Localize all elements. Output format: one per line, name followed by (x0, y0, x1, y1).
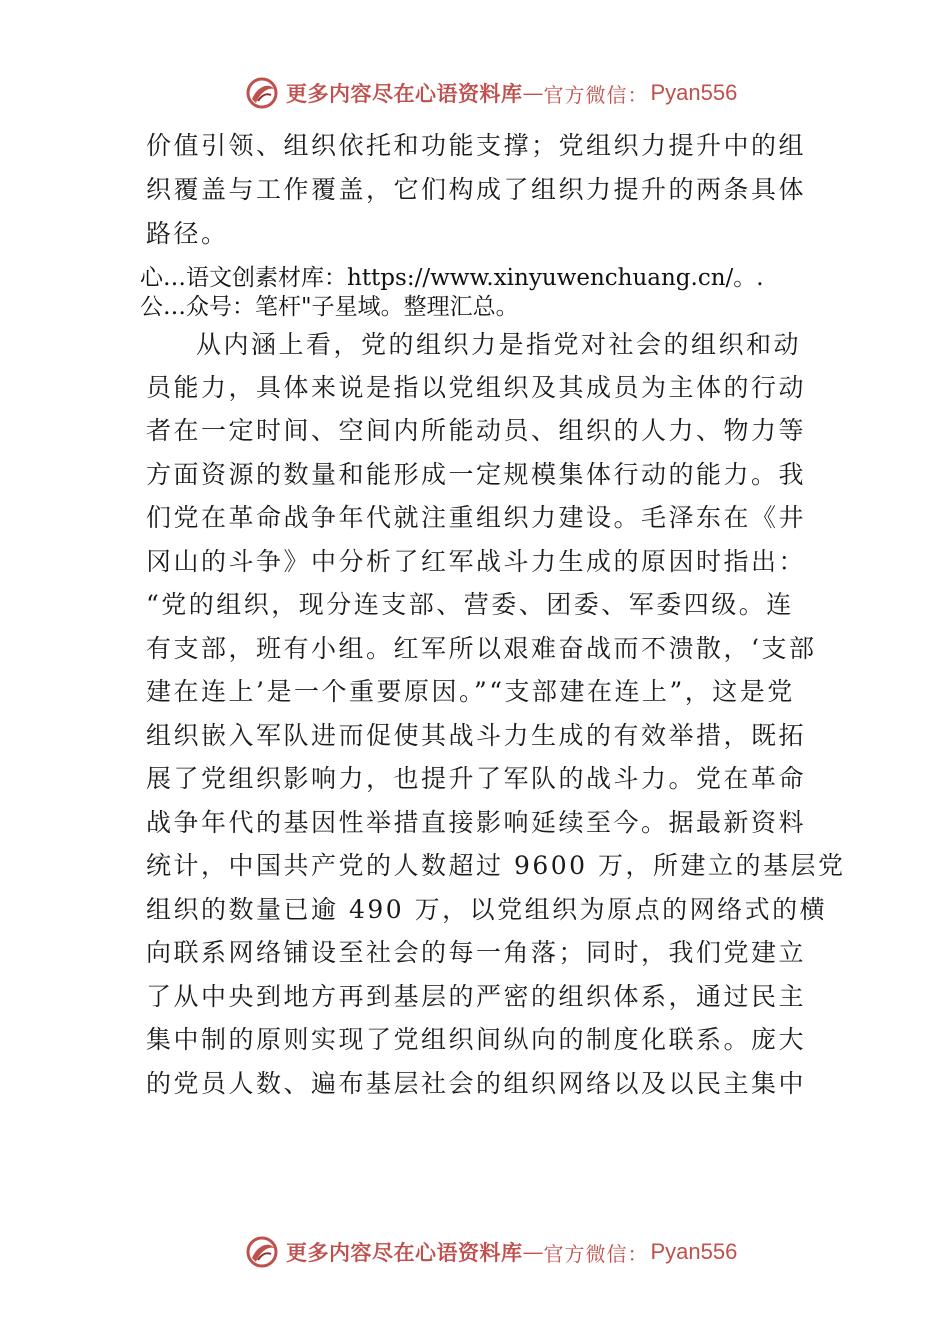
text-line: 员能力，具体来说是指以党组织及其成员为主体的行动 (146, 373, 807, 402)
text-line: 织覆盖与工作覆盖，它们构成了组织力提升的两条具体 (146, 175, 807, 204)
banner-title: 更多内容尽在心语资料库 (286, 81, 523, 106)
text-line: 有支部，班有小组。红军所以艰难奋战而不溃散，‘支部 (146, 634, 817, 663)
text-line: 了从中央到地方再到基层的严密的组织体系，通过民主 (146, 982, 807, 1011)
text-line: 展了党组织影响力，也提升了军队的战斗力。党在革命 (146, 764, 807, 793)
text-line: 统计，中国共产党的人数超过 9600 万，所建立的基层党 (146, 851, 846, 880)
text-line: 从内涵上看，党的组织力是指党对社会的组织和动 (196, 330, 802, 359)
banner-separator: — (522, 81, 544, 105)
banner-wechat-label: 官方微信： (543, 82, 649, 107)
text-line: 组织嵌入军队进而促使其战斗力生成的有效举措，既拓 (146, 721, 807, 750)
brush-swirl-logo-icon (244, 75, 280, 111)
banner-title: 更多内容尽在心语资料库 (286, 1240, 523, 1265)
watermark-line: 心…语文创素材库：https://www.xinyuwenchuang.cn/。. (140, 265, 764, 291)
banner-wechat-label: 官方微信： (543, 1241, 649, 1266)
banner-separator: — (522, 1240, 544, 1264)
text-line: 冈山的斗争》中分析了红军战斗力生成的原因时指出： (146, 547, 807, 576)
brush-swirl-logo-icon (244, 1234, 280, 1270)
text-line: 向联系网络铺设至社会的每一角落；同时，我们党建立 (146, 938, 807, 967)
text-line: 集中制的原则实现了党组织间纵向的制度化联系。庞大 (146, 1025, 807, 1054)
watermark-line: 公…众号：笔杆"子星域。整理汇总。 (140, 294, 519, 320)
text-line: 价值引领、组织依托和功能支撑；党组织力提升中的组 (146, 131, 807, 160)
text-line: 者在一定时间、空间内所能动员、组织的人力、物力等 (146, 416, 807, 445)
header-banner (244, 73, 737, 113)
text-line: 战争年代的基因性举措直接影响延续至今。据最新资料 (146, 808, 807, 837)
banner-wechat-id: Pyan556 (650, 1239, 738, 1264)
footer-banner (244, 1232, 737, 1272)
banner-wechat-id: Pyan556 (650, 80, 738, 105)
text-line: 路径。 (146, 219, 229, 248)
text-line: “党的组织，现分连支部、营委、团委、军委四级。连 (146, 590, 794, 619)
text-line: 建在连上’是一个重要原因。”“支部建在连上”，这是党 (146, 677, 795, 706)
text-line: 方面资源的数量和能形成一定规模集体行动的能力。我 (146, 460, 807, 489)
text-line: 的党员人数、遍布基层社会的组织网络以及以民主集中 (146, 1069, 807, 1098)
text-line: 组织的数量已逾 490 万，以党组织为原点的网络式的横 (146, 895, 828, 924)
text-line: 们党在革命战争年代就注重组织力建设。毛泽东在《井 (146, 503, 807, 532)
